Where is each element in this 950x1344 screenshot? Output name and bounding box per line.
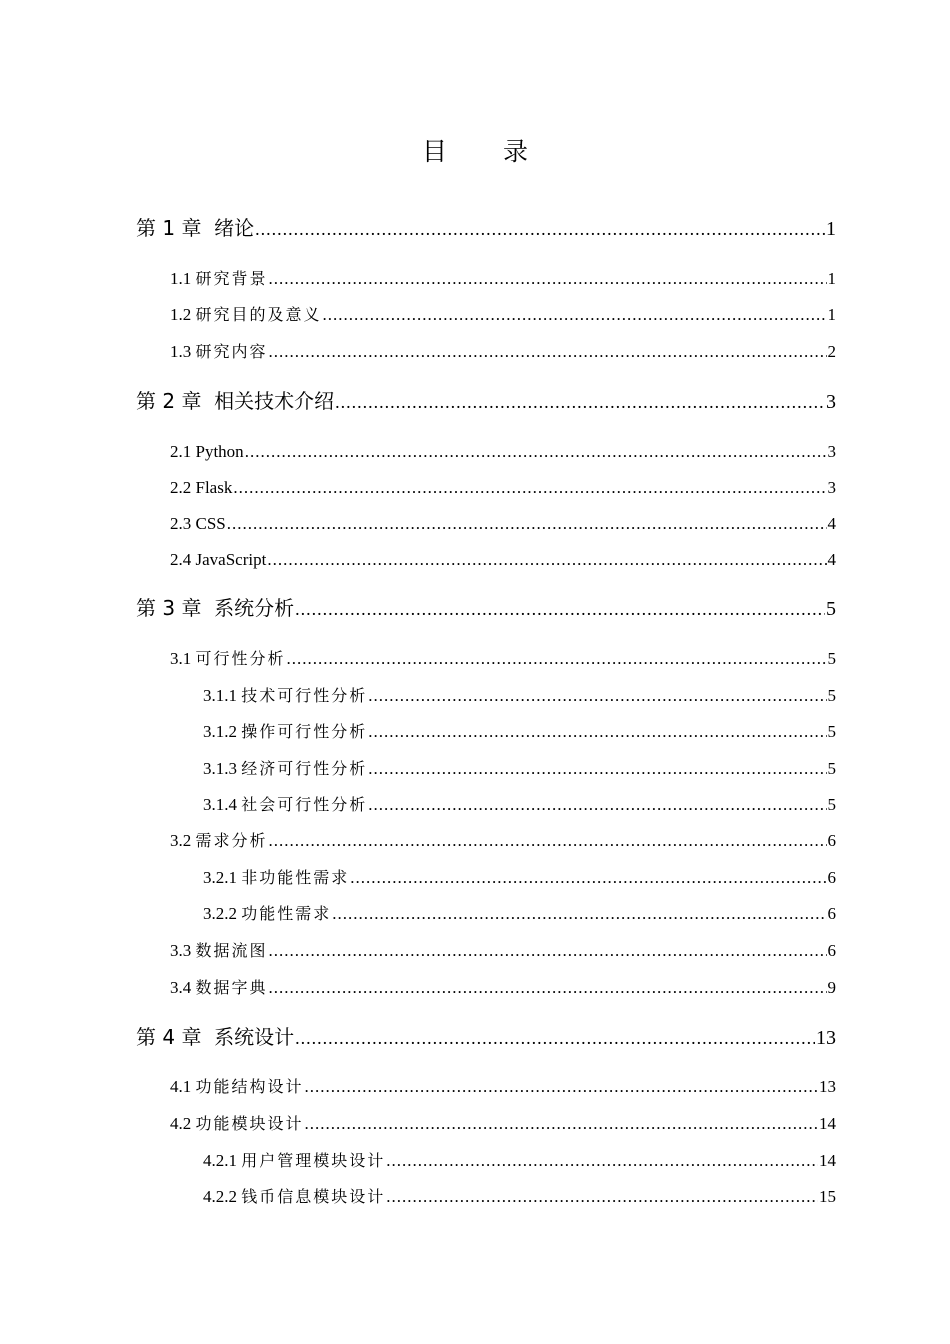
toc-page-number: 5 [827, 686, 836, 705]
toc-section-1-2[interactable] [170, 304, 836, 326]
toc-chapter-4[interactable] [136, 1024, 836, 1051]
toc-entry-label [170, 477, 232, 499]
toc-entry-number: 3.3 [170, 941, 192, 960]
dot-leader [227, 513, 827, 535]
toc-entry-label [136, 388, 334, 414]
toc-section-3-4[interactable] [170, 977, 836, 999]
toc-entry-label [203, 685, 367, 707]
toc-entry-text: 非功能性需求 [241, 868, 350, 887]
toc-entry-number: 4.2 [170, 1114, 192, 1133]
toc-chapter-3[interactable] [136, 595, 836, 622]
toc-entry-text: 功能模块设计 [195, 1114, 304, 1133]
toc-entry-number: 3.1 [170, 649, 192, 668]
toc-page-number: 9 [827, 978, 836, 997]
toc-entry-text: 钱币信息模块设计 [241, 1187, 386, 1206]
dot-leader [332, 903, 826, 925]
toc-entry-number: 3.2 [170, 831, 192, 850]
toc-page-number: 3 [827, 442, 836, 461]
toc-page-number: 13 [819, 1077, 836, 1096]
toc-subsection-3-2-1[interactable] [203, 867, 836, 889]
dot-leader [368, 685, 826, 707]
dot-leader [386, 1150, 818, 1172]
toc-section-3-2[interactable] [170, 830, 836, 852]
dot-leader [295, 596, 825, 622]
dot-leader [386, 1186, 818, 1208]
toc-page-number: 13 [816, 1027, 836, 1049]
toc-entry-text: 相关技术介绍 [214, 389, 335, 413]
toc-entry-label [136, 1024, 294, 1050]
toc-entry-number: 第 3 章 [136, 596, 202, 620]
dot-leader [233, 477, 826, 499]
toc-entry-number: 4.2.2 [203, 1187, 237, 1206]
toc-subsection-3-1-3[interactable] [203, 758, 836, 780]
dot-leader [269, 977, 827, 999]
toc-page-number: 4 [827, 550, 836, 569]
toc-page-number: 4 [827, 514, 836, 533]
dot-leader [305, 1113, 818, 1135]
toc-section-4-2[interactable] [170, 1113, 836, 1135]
toc-entry-text: 研究目的及意义 [195, 305, 322, 324]
toc-entry-label [170, 1113, 304, 1135]
toc-page-number: 1 [826, 218, 836, 240]
toc-page-number: 2 [827, 342, 836, 361]
toc-entry-text: 数据字典 [195, 978, 268, 997]
toc-subsection-3-1-2[interactable] [203, 721, 836, 743]
toc-page-number: 15 [819, 1187, 836, 1206]
toc-section-3-3[interactable] [170, 940, 836, 962]
dot-leader [323, 304, 827, 326]
toc-entry-text: 研究内容 [195, 342, 268, 361]
toc-entry-number: 第 4 章 [136, 1025, 202, 1049]
toc-page-number: 14 [819, 1151, 836, 1170]
toc-entry-label [170, 549, 266, 571]
toc-entry-number: 1.1 [170, 269, 192, 288]
toc-page-number: 5 [827, 759, 836, 778]
toc-section-3-1[interactable] [170, 648, 836, 670]
toc-entry-text: Flask [195, 478, 233, 497]
dot-leader [287, 648, 827, 670]
toc-entry-label [170, 268, 268, 290]
toc-entry-text: 用户管理模块设计 [241, 1151, 386, 1170]
toc-section-2-2[interactable] [170, 477, 836, 499]
toc-subsection-3-1-4[interactable] [203, 794, 836, 816]
toc-entry-text: 操作可行性分析 [241, 722, 368, 741]
toc-section-2-1[interactable] [170, 441, 836, 463]
toc-entry-label [170, 648, 286, 670]
toc-chapter-1[interactable] [136, 215, 836, 242]
toc-entry-label [203, 1150, 385, 1172]
toc-entry-text: JavaScript [195, 550, 267, 569]
toc-entry-number: 4.2.1 [203, 1151, 237, 1170]
toc-section-4-1[interactable] [170, 1076, 836, 1098]
toc-entry-text: 功能结构设计 [195, 1077, 304, 1096]
toc-subsection-4-2-2[interactable] [203, 1186, 836, 1208]
toc-page-number: 3 [827, 478, 836, 497]
dot-leader [269, 341, 827, 363]
toc-entry-label [170, 830, 268, 852]
toc-entry-number: 第 1 章 [136, 216, 202, 240]
toc-entry-text: 系统设计 [214, 1025, 295, 1049]
toc-entry-label [203, 794, 367, 816]
toc-entry-number: 1.2 [170, 305, 192, 324]
toc-page-number: 5 [827, 722, 836, 741]
toc-entry-text: 可行性分析 [195, 649, 286, 668]
toc-entry-text: 数据流图 [195, 941, 268, 960]
toc-entry-text: 经济可行性分析 [241, 759, 368, 778]
toc-entry-text: CSS [195, 514, 226, 533]
toc-entry-text: 需求分析 [195, 831, 268, 850]
toc-entry-label [203, 721, 367, 743]
toc-entry-label [170, 441, 244, 463]
toc-entry-label [203, 1186, 385, 1208]
toc-entry-number: 4.1 [170, 1077, 192, 1096]
dot-leader [267, 549, 826, 571]
dot-leader [269, 830, 827, 852]
toc-page-number: 6 [827, 831, 836, 850]
dot-leader [305, 1076, 818, 1098]
toc-entry-number: 3.2.2 [203, 904, 237, 923]
toc-entry-text: 系统分析 [214, 596, 295, 620]
toc-chapter-2[interactable] [136, 388, 836, 415]
dot-leader [269, 268, 827, 290]
dot-leader [368, 794, 826, 816]
toc-page-number: 1 [827, 269, 836, 288]
toc-page-number: 6 [827, 941, 836, 960]
dot-leader [350, 867, 826, 889]
dot-leader [269, 940, 827, 962]
toc-entry-text: Python [195, 442, 244, 461]
toc-entry-label [170, 341, 268, 363]
toc-entry-label [136, 215, 254, 241]
toc-entry-number: 第 2 章 [136, 389, 202, 413]
toc-section-1-1[interactable] [170, 268, 836, 290]
toc-page-number: 5 [827, 795, 836, 814]
toc-page-number: 5 [827, 649, 836, 668]
toc-entry-label [170, 977, 268, 999]
toc-entry-number: 2.2 [170, 478, 192, 497]
toc-entry-number: 3.1.1 [203, 686, 237, 705]
toc-subsection-3-1-1[interactable] [203, 685, 836, 707]
toc-section-2-3[interactable] [170, 513, 836, 535]
toc-entry-number: 2.3 [170, 514, 192, 533]
toc-section-2-4[interactable] [170, 549, 836, 571]
toc-entry-label [170, 1076, 304, 1098]
toc-entry-text: 社会可行性分析 [241, 795, 368, 814]
toc-title: 目 录 [422, 137, 552, 166]
dot-leader [335, 389, 825, 415]
toc-page-number: 1 [827, 305, 836, 324]
toc-subsection-4-2-1[interactable] [203, 1150, 836, 1172]
toc-page-number: 6 [827, 868, 836, 887]
toc-entry-number: 2.1 [170, 442, 192, 461]
toc-entry-label [170, 513, 226, 535]
toc-entry-text: 技术可行性分析 [241, 686, 368, 705]
toc-entry-number: 1.3 [170, 342, 192, 361]
toc-entry-text: 研究背景 [195, 269, 268, 288]
toc-entry-label [170, 304, 322, 326]
toc-entry-label [136, 595, 294, 621]
toc-entry-label [170, 940, 268, 962]
dot-leader [255, 216, 825, 242]
toc-section-1-3[interactable] [170, 341, 836, 363]
toc-page-number: 5 [826, 598, 836, 620]
toc-entry-number: 3.2.1 [203, 868, 237, 887]
toc-entry-label [203, 867, 349, 889]
toc-entry-number: 3.1.3 [203, 759, 237, 778]
dot-leader [295, 1025, 815, 1051]
toc-entry-number: 2.4 [170, 550, 192, 569]
toc-entry-number: 3.1.2 [203, 722, 237, 741]
toc-entry-text: 绪论 [214, 216, 255, 240]
dot-leader [368, 721, 826, 743]
toc-entry-label [203, 758, 367, 780]
toc-page-number: 6 [827, 904, 836, 923]
toc-page-number: 14 [819, 1114, 836, 1133]
toc-entry-number: 3.4 [170, 978, 192, 997]
toc-entry-number: 3.1.4 [203, 795, 237, 814]
toc-entry-label [203, 903, 331, 925]
toc-entry-text: 功能性需求 [241, 904, 332, 923]
toc-subsection-3-2-2[interactable] [203, 903, 836, 925]
dot-leader [368, 758, 826, 780]
dot-leader [245, 441, 827, 463]
toc-page-number: 3 [826, 391, 836, 413]
